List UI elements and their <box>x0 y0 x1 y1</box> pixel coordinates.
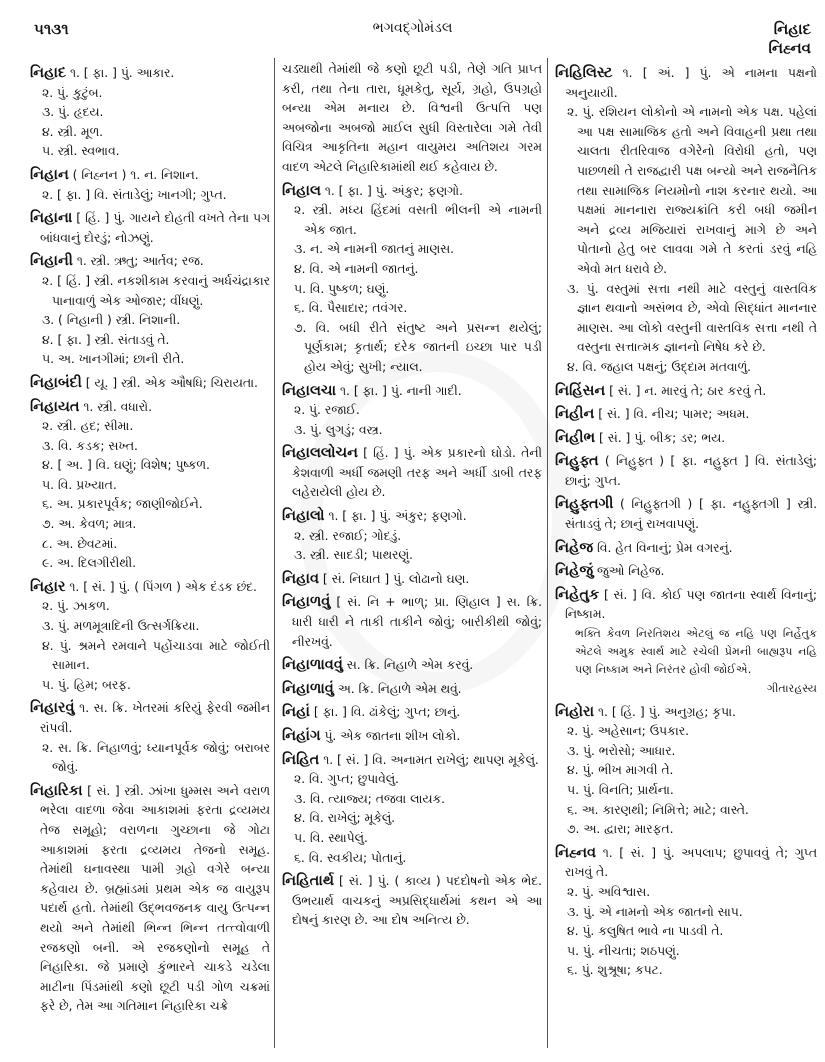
headword: નિહોરા <box>555 703 595 720</box>
headword: નિહાળાવું <box>282 680 334 697</box>
headword: નિહારિકા <box>30 782 83 799</box>
definition-text: ૬. વિ. પૈસાદાર; તવંગર. <box>294 301 408 316</box>
definition-text: ૭. અ. દ્વારા; મારફત. <box>567 822 674 837</box>
definition-text: ૨. પું. અવિશ્વાસ. <box>567 884 651 899</box>
definition-text: ૨. પું. રશિયન લોકોનો એ નામનો એક પક્ષ. પહેલાં આ પક્ષ સામાજિક હતો અને વિવાહની પ્રથા તથા ચાલતા રીતરિવાજ વગેરેનો વિરોધી હતો, પણ પાછળથી તે રાજદ્વારી પક્ષ બન્યો અને રાજનૈતિક તથા સામાજિક નિયમોનો નાશ કરનાર થયો. આ પક્ષમાં માનનારા રાજ્યક્રાંતિ કરી બધી જમીન અને દ્રવ્ય મજિયારાં રાખવાનું માગે છે અને પોતાનો હેતુ બર લાવવા ગમે તે કરતાં ડરવું નહિ એવો મત ધરાવે છે. <box>567 105 817 276</box>
headword: નિહાર <box>30 578 66 595</box>
entry-sense <box>282 770 542 790</box>
dictionary-entry <box>30 209 270 248</box>
entry-sense <box>555 781 817 801</box>
definition-text: ૩. પું. હૃદય. <box>42 105 104 120</box>
headword: નિહાલો <box>282 508 325 525</box>
entry-sense <box>282 790 542 810</box>
headword: નિહાન <box>30 166 69 183</box>
definition-text: ૪. વિ. રાખેલું; મૂકેલું. <box>294 811 396 826</box>
column-1 <box>30 60 270 1017</box>
definition-text: ૩. પું. એ નામનો એક જાતનો સાપ. <box>567 904 743 919</box>
guide-words <box>769 20 811 58</box>
guide-word-first: નિહાદ <box>773 20 811 38</box>
dictionary-entry <box>30 252 270 272</box>
dictionary-entry <box>282 182 542 202</box>
entry-sense <box>30 515 270 535</box>
definition-text: ૧. [ સં. ] પું. અપલાપ; છુપાવવું તે; ગુપ્ત રાખવું તે. <box>565 845 817 880</box>
definition-text: ૧. સ્ત્રી. ઋતુ; આર્તવ; રજ. <box>72 254 204 269</box>
definition-text: ૩. પું. મળમૂત્રાદિની ઉત્સર્ગક્રિયા. <box>42 619 200 634</box>
dictionary-entry <box>282 872 542 931</box>
headword: નિહિત <box>282 751 320 768</box>
entry-sense <box>555 922 817 942</box>
definition-text: ૨. [ હિં. ] સ્ત્રી. નકશીકામ કરવાનું અર્ધચંદ્રાકાર પાનાવાળું એક ઓજાર; વીંધણું. <box>42 273 270 308</box>
definition-text: ૫. પું. નીચતા; શઠપણું. <box>567 943 680 958</box>
headword: નિહેતુક <box>555 586 600 603</box>
definition-text: ૩. પું. લુગડું; વસ્ત્ર. <box>294 422 383 437</box>
definition-text: ૧. સ્ત્રી. વધારો. <box>79 399 153 414</box>
definition-text: ૨. વિ. ગુપ્ત; છુપાવેલું. <box>294 772 399 787</box>
entry-sense <box>30 272 270 311</box>
headword: નિહાબંદી <box>30 374 82 391</box>
quotation-source <box>555 679 817 699</box>
definition-text: [ સં. નિઘાત ] પું. લોઢાનો ઘણ. <box>318 571 470 586</box>
headword: નિહારવું <box>30 700 75 717</box>
column-3 <box>555 60 817 981</box>
definition-text: ૧. [ સં. ] પું. ( પિંગળ ) એક દંડક છંદ. <box>65 579 257 594</box>
entry-sense <box>282 299 542 319</box>
dictionary-entry <box>30 699 270 738</box>
entry-sense <box>282 401 542 421</box>
entry-sense <box>30 186 270 206</box>
entry-sense <box>30 597 270 617</box>
definition-text: પું. એક જાતના શીખ લોકો. <box>320 729 461 743</box>
dictionary-entry <box>30 782 270 1017</box>
definition-text: ૭. વિ. બધી રીતે સંતુષ્ટ અને પ્રસન્ન થયેલું; પૂર્ણકામ; કૃતાર્થ; દરેક જાતની ઇચ્છા પાર પડી હોય એવું; સુખી; ન્યાલ. <box>294 320 542 374</box>
entry-sense <box>555 280 817 358</box>
headword: નિહેજું <box>555 563 594 580</box>
entry-sense <box>30 456 270 476</box>
definition-text: ૬. અ. પ્રકારપૂર્વક; જાણીજોઈને. <box>42 497 203 512</box>
definition-text: [ હિં. ] પું. એક પ્રકારનો ઘોડો. તેની કેશવાળી અર્ધી જમણી તરફ અને અર્ધી ડાબી તરફ લહેરાયેલી હોય છે. <box>292 446 542 500</box>
headword: નિહુફ્તગી <box>555 496 614 513</box>
dictionary-entry <box>555 562 817 582</box>
definition-text: ૩. પું. વસ્તુમાં સત્તા નથી માટે વસ્તુનું વાસ્તવિક જ્ઞાન થવાનો અસંભવ છે, એવો સિદ્ધાંત માનનાર માણસ. આ લોકો વસ્તુની વાસ્તવિક સત્તા નથી તે વસ્તુના સત્તાત્મક જ્ઞાનનો નિષેધ કરે છે. <box>567 281 817 355</box>
dictionary-entry <box>30 374 270 394</box>
entry-sense <box>30 535 270 555</box>
dictionary-entry <box>555 495 817 534</box>
headword: નિહાલચા <box>282 382 337 399</box>
definition-text: ૭. અ. કેવળ; માત્ર. <box>42 517 137 532</box>
entry-sense <box>282 260 542 280</box>
dictionary-entry <box>30 398 270 418</box>
definition-text: ( નિહુફ્તગી ) [ ફા. નહુફ્તગી ] સ્ત્રી. સંતાડવું તે; છાનું રાખવાપણું. <box>565 497 817 532</box>
headword: નિહાયત <box>30 398 80 415</box>
definition-text: ૫. વિ. પ્રખ્યાત. <box>42 477 117 492</box>
dictionary-entry <box>555 586 817 625</box>
definition-text: ૬. અ. કારણથી; નિમિત્તે; માટે; વાસ્તે. <box>567 802 749 817</box>
definition-text: સ. ક્રિ. નિહાળે એમ કરવું. <box>342 658 474 673</box>
entry-sense <box>555 103 817 279</box>
headword: નિહેજ <box>555 539 594 556</box>
definition-text: [ સં. ] પું. બીક; ડર; ભય. <box>595 430 726 445</box>
entry-sense <box>282 421 542 441</box>
definition-text: [ સં. ] ન. મારવું તે; ઠાર કરવું તે. <box>605 383 767 398</box>
entry-sense <box>30 331 270 351</box>
definition-text: ૨. સ્ત્રી. રજાઈ; ગોદડું. <box>294 528 402 543</box>
entry-sense <box>30 676 270 696</box>
entry-sense <box>555 801 817 821</box>
entry-sense <box>282 60 542 178</box>
entry-sense <box>30 554 270 574</box>
headword: નિહ્નવ <box>555 844 597 861</box>
definition-text: ૨. પું. રજાઈ. <box>294 403 360 418</box>
dictionary-entry <box>30 578 270 598</box>
dictionary-entry <box>555 64 817 103</box>
definition-text: ૪. [ ફા. ] સ્ત્રી. સંતાડવું તે. <box>42 332 170 347</box>
entry-sense <box>30 311 270 331</box>
headword: નિહાવ <box>282 570 319 587</box>
definition-text: ગીતારહસ્ય <box>767 682 817 696</box>
definition-text: ૧. [ ફા. ] પું. અંકુર; ફણગો. <box>324 509 467 524</box>
entry-sense <box>282 240 542 260</box>
definition-text: ( નિહ્નન ) ૧. ન. નિશાન. <box>68 167 199 182</box>
definition-text: ૫. પું. હિમ; બરફ. <box>42 677 131 692</box>
entry-sense <box>282 201 542 240</box>
definition-text: અ. ક્રિ. નિહાળે એમ થવું. <box>333 681 462 696</box>
dictionary-entry <box>282 570 542 590</box>
definition-text: ૩. ન. એ નામની જાતનું માણસ. <box>294 242 455 257</box>
definition-text: ૨. પું. કુટુંબ. <box>42 85 103 100</box>
headword: નિહાલ <box>282 182 321 199</box>
entry-sense <box>30 617 270 637</box>
definition-text: ૧. [ સં. ] વિ. અનામત રાખેલું; થાપણ મૂકેલું. <box>319 752 539 767</box>
dictionary-entry <box>282 444 542 503</box>
definition-text: [ સં. ] વિ. કોઈ પણ જાતના સ્વાર્થ વિનાનું; નિષ્કામ. <box>565 587 817 622</box>
dictionary-entry <box>555 382 817 402</box>
dictionary-entry <box>282 703 542 723</box>
dictionary-entry <box>555 405 817 425</box>
definition-text: ૨. પું. ઝાકળ. <box>42 599 110 614</box>
entry-sense <box>30 437 270 457</box>
column-divider <box>547 58 548 1048</box>
definition-text: ચડ્યાથી તેમાંથી જે કણો છૂટી પડી, તેણે ગતિ પ્રાપ્ત કરી, તથા તેના તારા, ધૂમકેતુ, સૂર્ય, ગ્રહો, ઉપગ્રહો બન્યા એમ મનાય છે. વિશ્વની ઉત્પત્તિ પણ અબજોના અબજો માઈલ સુધી વિસ્તારેલા ગમે તેવી વિચિત્ર આકૃતિના મહાન વાયુમય અતિશય ગરમ વાદળ એટલે નિહારિકામાંથી થઈ કહેવાય છે. <box>282 62 542 174</box>
headword: નિહાંગ <box>282 728 321 744</box>
headword: નિહુફ્ત <box>555 453 599 470</box>
dictionary-entry <box>282 680 542 700</box>
definition-text: ૧. સ. ક્રિ. ખેતરમાં કરિયું ફેરવી જમીન રાંપવી. <box>40 701 270 735</box>
entry-sense <box>555 883 817 903</box>
definition-text: ૨. પું. અહેસાન; ઉપકાર. <box>567 724 689 739</box>
definition-text: [ સં. ] વિ. નીચ; પામર; અધમ. <box>594 407 750 422</box>
dictionary-entry <box>555 844 817 883</box>
entry-sense <box>30 84 270 104</box>
headword: નિહાલલોચન <box>282 445 358 462</box>
entry-sense <box>555 820 817 840</box>
entry-sense <box>30 739 270 778</box>
definition-text: ૩. ( નિહાની ) સ્ત્રી. નિશાની. <box>42 313 181 328</box>
headword: નિહાં <box>282 704 310 721</box>
definition-text: ૪. પું. ભીખ માગવી તે. <box>567 763 674 778</box>
dictionary-entry <box>282 507 542 527</box>
dictionary-entry <box>555 429 817 449</box>
dictionary-entry <box>282 751 542 771</box>
quotation <box>555 625 817 679</box>
definition-text: ૧. [ ફા. ] પું. આકાર. <box>66 66 175 80</box>
definition-text: ૪. [ અ. ] વિ. ઘણું; વિશેષ; પુષ્કળ. <box>42 458 210 473</box>
definition-text: ૫. વિ. પુષ્કળ; ઘણું. <box>294 281 390 296</box>
headword: નિહાદ <box>30 65 67 81</box>
entry-sense <box>555 942 817 962</box>
entry-sense <box>30 417 270 437</box>
definition-text: વિ. હેત વિનાનું; પ્રેમ વગરનું. <box>593 540 733 555</box>
book-title: ભગવદ્ગોમંડલ <box>372 20 453 36</box>
definition-text: ૧. [ અં. ] પું. એ નામના પક્ષનો અનુયાયી. <box>565 66 817 100</box>
dictionary-entry <box>555 539 817 559</box>
definition-text: [ સં. ] સ્ત્રી. ઝાંખા ધુમ્મસ અને વરાળ ભરેલા વાદળા જેવા આકાશમાં ફરતા દ્રવ્યમય તેજ સમૂહો; વરાળના ગુચ્છાના જે ગોટા આકાશમાં ફરતા દ્રવ્યમય તેજનો સમૂહ. તેમાંથી ઘનાવસ્થા પામી ગ્રહો વગેરે બન્યા કહેવાય છે. બ્રહ્માંડમાં પ્રથમ એક જ વાયુરૂપ પદાર્થ હતો. તેમાંથી ઉદ્ભવજનક વાયુ ઉત્પન્ન થયો અને તેમાંથી ભિન્ન ભિન્ન તત્ત્વોવાળી રજકણો બની. એ રજકણોનો સમૂહ તે નિહારિકા. જે પ્રમાણે કુંભારને ચાકડે ચડેલા માટીના પિંડમાંથી કણો છૂટી પડી ગોળ ચક્રમાં ફરે છે, તેમ આ ગતિમાન નિહારિકા ચક્રે <box>40 783 270 1014</box>
headword: નિહાળાવવું <box>282 657 343 674</box>
headword: નિહિલિસ્ટ <box>555 65 613 81</box>
entry-sense <box>555 961 817 981</box>
definition-text: [ ફા. ] વિ. ઢાંકેલું; ગુપ્ત; છાનું. <box>309 705 461 720</box>
headword: નિહીન <box>555 406 595 423</box>
dictionary-entry <box>282 382 542 402</box>
column-2 <box>282 60 542 931</box>
entry-sense <box>282 546 542 566</box>
definition-text: ૧. [ હિં. ] પું. અનુગ્રહ; કૃપા. <box>594 704 736 719</box>
entry-sense <box>30 350 270 370</box>
headword: નિહિંસન <box>555 382 606 399</box>
definition-text: ૨. સ્ત્રી. મધ્ય હિંદમાં વસતી ભીલની એ નામની એક જાત. <box>294 203 542 237</box>
headword: નિહીભ <box>555 429 596 446</box>
dictionary-entry <box>30 166 270 186</box>
entry-sense <box>555 903 817 923</box>
page-number: ૫૧૩૧ <box>34 20 69 38</box>
dictionary-entry <box>555 703 817 723</box>
definition-text: ૧. [ ફા. ] પું. નાની ગાદી. <box>336 383 462 398</box>
entry-sense <box>555 761 817 781</box>
definition-text: ૪. વિ. એ નામની જાતનું. <box>294 261 419 276</box>
entry-sense <box>555 722 817 742</box>
page-header <box>0 18 825 58</box>
entry-sense <box>282 829 542 849</box>
definition-text: ૬. વિ. સ્વકીય; પોતાનું. <box>294 850 407 865</box>
entry-sense <box>30 476 270 496</box>
definition-text: જુઓ નિહેજ. <box>593 564 665 579</box>
entry-sense <box>282 319 542 378</box>
definition-text: ૫. પું. વિનતિ; પ્રાર્થના. <box>567 783 674 797</box>
definition-text: [ સં. નિ + ભાળ્; પ્રા. ણિહાલ ] સ. ક્રિ. ધારી ધારી ને તાકી તાકીને જોવું; બારીકીથી જોવું; નીરખવું. <box>292 595 542 649</box>
entry-sense <box>282 809 542 829</box>
headword: નિહાની <box>30 253 73 270</box>
entry-sense <box>282 527 542 547</box>
definition-text: ૫. વિ. સ્થાપેલું. <box>294 830 368 845</box>
definition-text: ૫. અ. ખાનગીમાં; છાની રીતે. <box>42 352 185 367</box>
definition-text: ૬. પું. શુશ્રૂષા; કપટ. <box>567 963 663 978</box>
headword: નિહાના <box>30 210 73 227</box>
definition-text: ૧. [ ફા. ] પું. અંકુર; ફણગો. <box>320 183 464 198</box>
definition-text: ૩. પું. ભરોસો; આધાર. <box>567 743 676 758</box>
dictionary-entry <box>30 64 270 84</box>
definition-text: ૫. સ્ત્રી. સ્વભાવ. <box>42 144 120 159</box>
entry-sense <box>282 849 542 869</box>
entry-sense <box>30 142 270 162</box>
definition-text: ૩. સ્ત્રી. સાદડી; પાથરણું. <box>294 548 414 563</box>
definition-text: ૪. સ્ત્રી. મૂળ. <box>42 124 104 139</box>
guide-word-last: નિહ્નવ <box>768 39 811 57</box>
definition-text: [ યૂ. ] સ્ત્રી. એક ઔષધિ; ચિરાયતા. <box>81 375 258 390</box>
entry-sense <box>30 495 270 515</box>
definition-text: ૪. વિ. જહાલ પક્ષનું; ઉદ્દામ મતવાળું. <box>567 359 752 374</box>
dictionary-entry <box>282 727 542 747</box>
headword: નિહિતાર્થ <box>282 873 334 890</box>
entry-sense <box>282 280 542 300</box>
column-divider <box>274 58 275 1048</box>
definition-text: ૩. વિ. કડક; સખ્ત. <box>42 438 138 453</box>
dictionary-entry <box>282 593 542 652</box>
definition-text: ૪. પું. કલુષિત ભાવે ના પાડવી તે. <box>567 924 724 939</box>
dictionary-entry <box>282 656 542 676</box>
entry-sense <box>30 103 270 123</box>
definition-text: ૨. સ્ત્રી. હદ; સીમા. <box>42 419 134 434</box>
entry-sense <box>30 123 270 143</box>
entry-sense <box>555 742 817 762</box>
definition-text: [ હિં. ] પું. ગાયને દોહતી વખતે તેના પગ બાંધવાનું દોરડું; નોઝણું. <box>40 211 270 245</box>
definition-text: ૨. સ. ક્રિ. નિહાળવું; ધ્યાનપૂર્વક જોવું; બરાબર જોવું. <box>42 740 270 775</box>
definition-text: ૪. પું. શ્રમને રમવાને પહોંચાડવા માટે જોઈતી સામાન. <box>42 638 270 673</box>
definition-text: [ સં. ] પું. ( કાવ્ય ) પદદોષનો એક ભેદ. ઉભયાર્થ વાચકનું અપ્રસિદ્ધાર્થમાં કથન એ આ દોષનું કારણ છે. આ દોષ અનિત્ય છે. <box>292 874 542 928</box>
dictionary-entry <box>555 452 817 491</box>
definition-text: ૨. [ ફા. ] વિ. સંતાડેલું; ખાનગી; ગુપ્ત. <box>42 187 227 202</box>
definition-text: ૩. વિ. ત્યાજ્ય; તજવા લાયક. <box>294 791 446 806</box>
headword: નિહાળવું <box>282 594 331 611</box>
entry-sense <box>555 358 817 378</box>
definition-text: ૯. અ. દિલગીરીથી. <box>42 556 137 571</box>
definition-text: ૮. અ. છેવટમાં. <box>42 536 118 551</box>
definition-text: ભક્તિ કેવળ નિરતિશય એટલું જ નહિ પણ નિર્હેતુક એટલે અમુક સ્વાર્થ માટે રચેલી પ્રેમની બાહ્યરૂપ નહિ પણ નિષ્કામ અને નિરંતર હોવી જોઈએ. <box>575 627 817 677</box>
entry-sense <box>30 637 270 676</box>
definition-text: ( નિહુફ્ત ) [ ફા. નહુફ્ત ] વિ. સંતાડેલું; છાનું; ગુપ્ત. <box>565 454 817 488</box>
